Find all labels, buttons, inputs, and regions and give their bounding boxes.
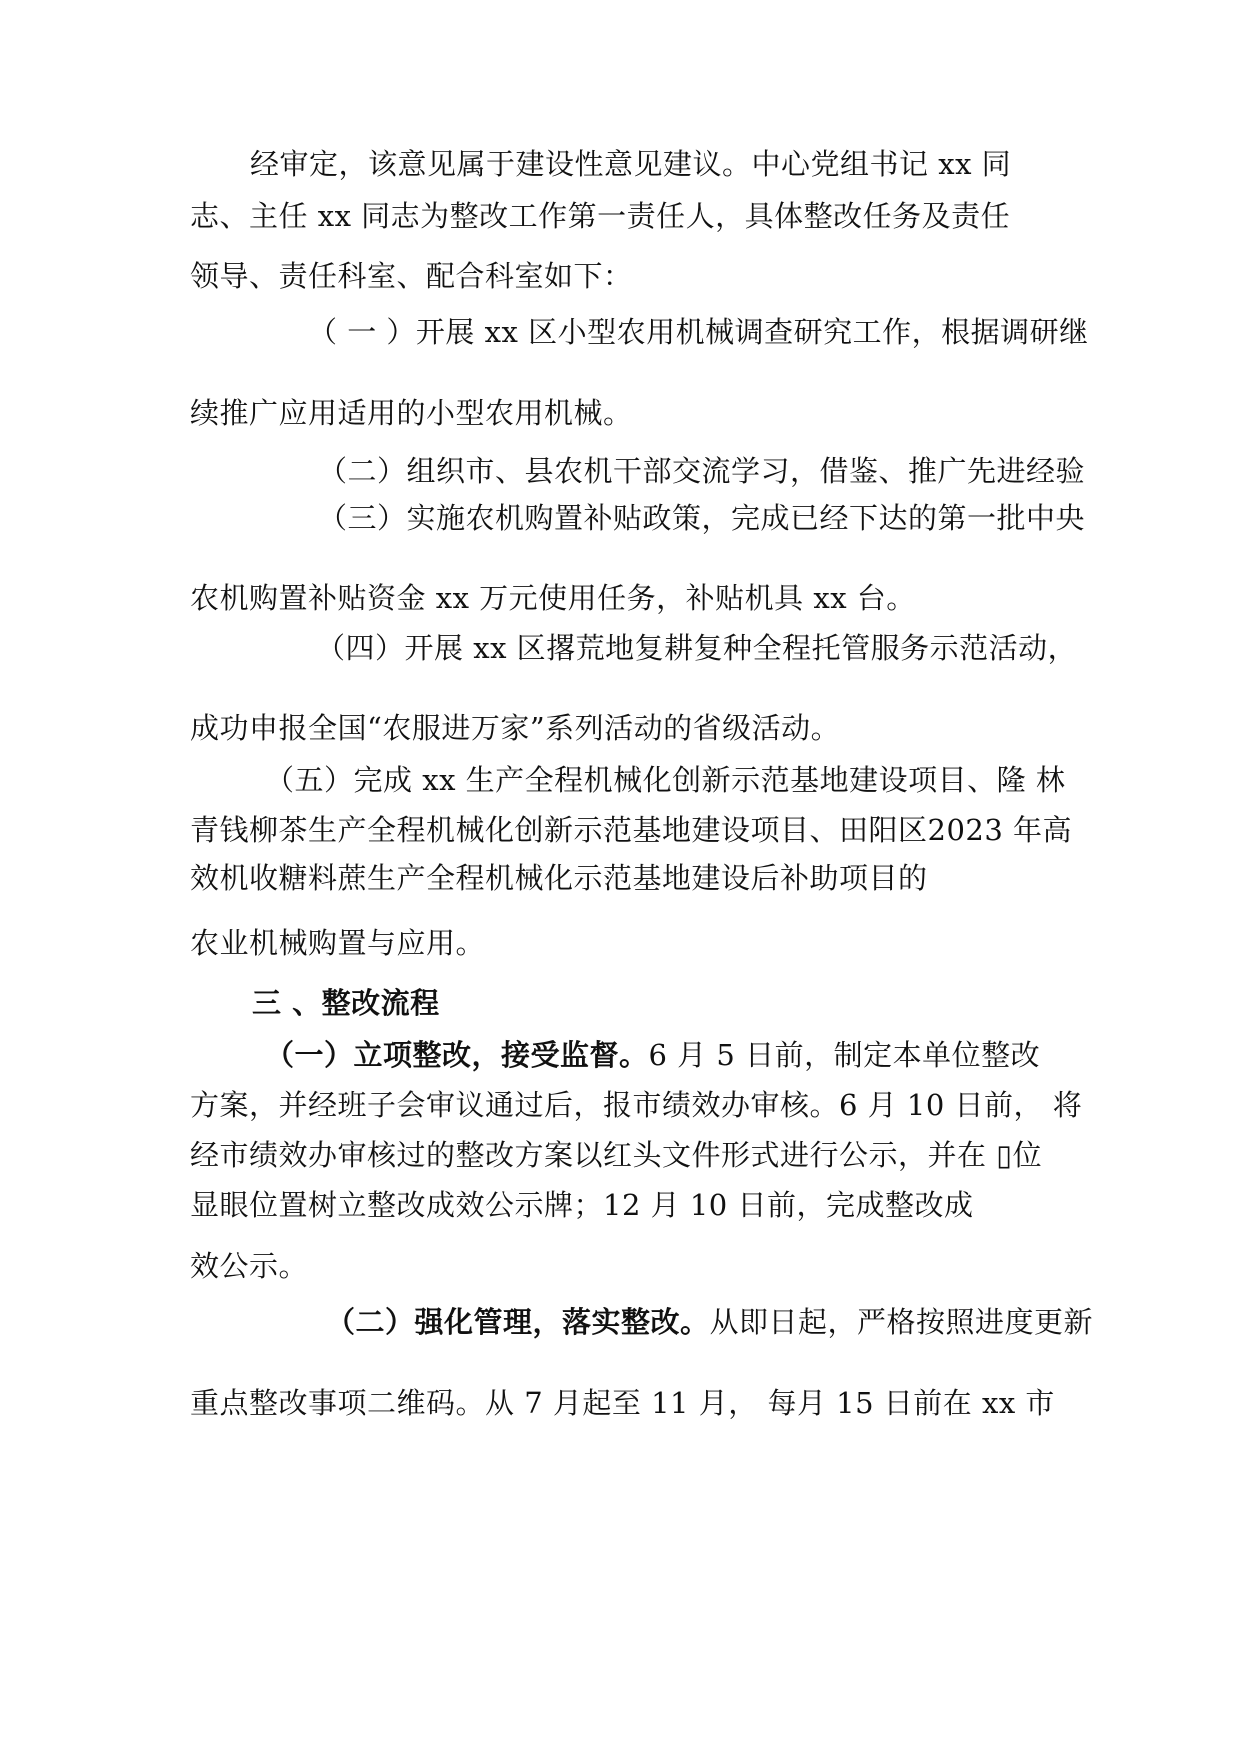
subheading-two: （二）强化管理，落实整改。	[326, 1305, 710, 1339]
paragraph-line-21	[326, 1302, 1093, 1342]
paragraph-line-18: 经市绩效办审核过的整改方案以红头文件形式进行公示，并在 ▯位	[190, 1138, 1043, 1172]
paragraph-line-4: （ 一 ）开展 xx 区小型农用机械调查研究工作，根据调研继	[308, 315, 1089, 349]
paragraph-line-17: 方案，并经班子会审议通过后，报市绩效办审核。6 月 10 日前， 将	[190, 1088, 1083, 1122]
paragraph-line-10: 成功申报全国“农服进万家”系列活动的省级活动。	[190, 711, 841, 745]
paragraph-line-12: 青钱柳茶生产全程机械化创新示范基地建设项目、田阳区2023 年高	[190, 813, 1073, 847]
paragraph-line-22: 重点整改事项二维码。从 7 月起至 11 月， 每月 15 日前在 xx 市	[190, 1386, 1055, 1420]
paragraph-line-1: 经审定，该意见属于建设性意见建议。中心党组书记 xx 同	[250, 147, 1012, 181]
paragraph-line-19: 显眼位置树立整改成效公示牌；12 月 10 日前，完成整改成	[190, 1188, 974, 1222]
subheading-one-text: 6 月 5 日前，制定本单位整改	[648, 1038, 1041, 1072]
paragraph-line-9: （四）开展 xx 区撂荒地复耕复种全程托管服务示范活动，	[316, 631, 1078, 665]
paragraph-line-3: 领导、责任科室、配合科室如下：	[190, 259, 633, 293]
paragraph-line-6: （二）组织市、县农机干部交流学习，借鉴、推广先进经验	[318, 454, 1086, 488]
paragraph-line-20: 效公示。	[190, 1249, 309, 1283]
subheading-one: （一）立项整改，接受监督。	[265, 1038, 649, 1072]
section-heading: 三 、整改流程	[252, 986, 440, 1020]
paragraph-line-5: 续推广应用适用的小型农用机械。	[190, 396, 633, 430]
subheading-two-text: 从即日起，严格按照进度更新	[709, 1305, 1094, 1339]
paragraph-line-7: （三）实施农机购置补贴政策，完成已经下达的第一批中央	[318, 501, 1086, 535]
paragraph-line-16	[265, 1035, 1040, 1075]
paragraph-line-11: （五）完成 xx 生产全程机械化创新示范基地建设项目、隆 林	[265, 763, 1066, 797]
paragraph-line-14: 农业机械购置与应用。	[190, 926, 486, 960]
paragraph-line-8: 农机购置补贴资金 xx 万元使用任务，补贴机具 xx 台。	[190, 581, 916, 615]
paragraph-line-13: 效机收糖料蔗生产全程机械化示范基地建设后补助项目的	[190, 861, 928, 895]
paragraph-line-2: 志、主任 xx 同志为整改工作第一责任人，具体整改任务及责任	[190, 199, 1011, 233]
